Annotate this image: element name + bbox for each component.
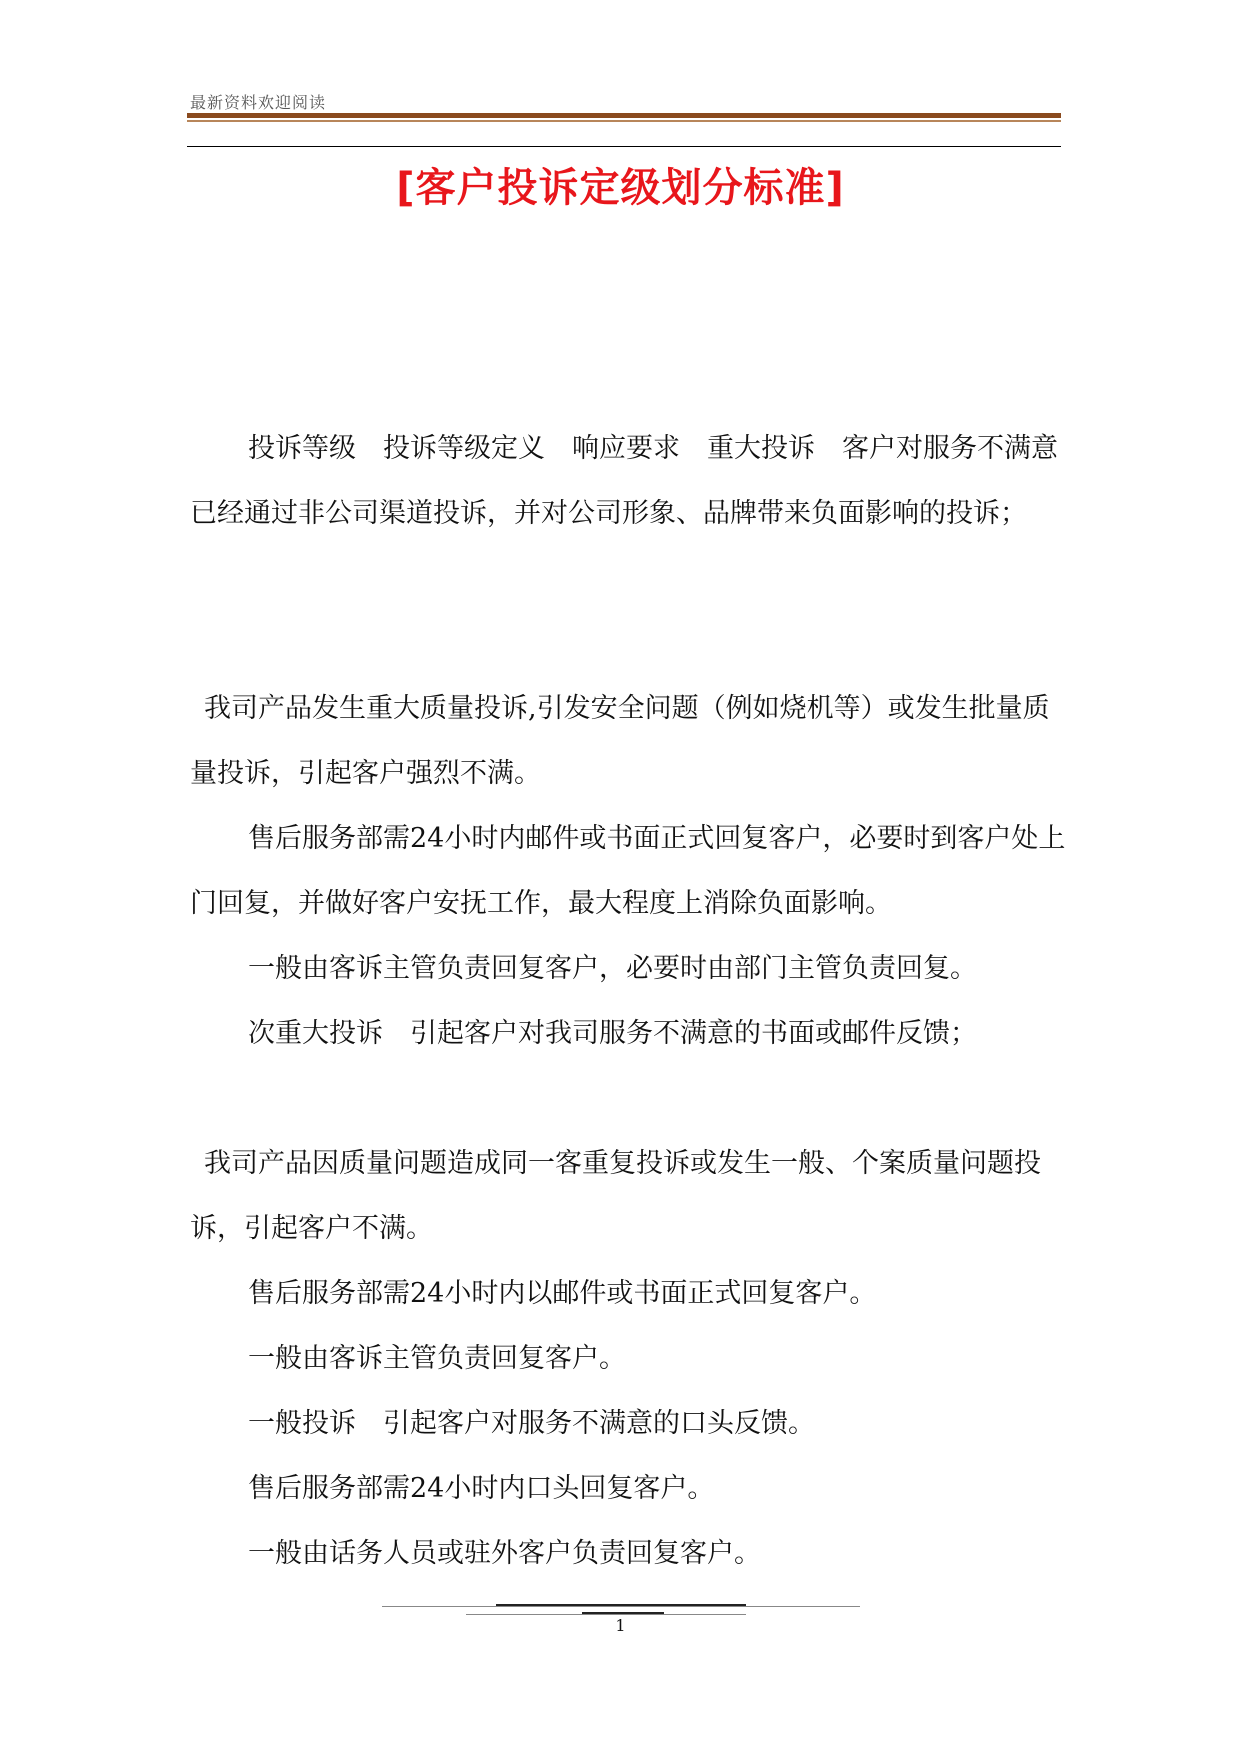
footer-rule-inner xyxy=(466,1614,746,1615)
paragraph-major-response: 售后服务部需24小时内邮件或书面正式回复客户，必要时到客户处上门回复，并做好客户安抚工作，最大程度上消除负面影响。 xyxy=(190,823,1066,919)
footer-rule-outer xyxy=(382,1606,860,1607)
paragraph-general-response: 售后服务部需24小时内口头回复客户。 xyxy=(248,1473,715,1504)
paragraph-secondary-owner: 一般由客诉主管负责回复客户。 xyxy=(248,1343,626,1374)
paragraph-major-quality: 我司产品发生重大质量投诉,引发安全问题（例如烧机等）或发生批量质量投诉，引起客户强烈不满。 xyxy=(190,693,1050,789)
paragraph-secondary-definition: 次重大投诉 引起客户对我司服务不满意的书面或邮件反馈； xyxy=(248,1018,977,1049)
paragraph-secondary-response: 售后服务部需24小时内以邮件或书面正式回复客户。 xyxy=(248,1278,877,1309)
page-number: 1 xyxy=(615,1616,626,1635)
paragraph-secondary-quality: 我司产品因质量问题造成同一客重复投诉或发生一般、个案质量问题投诉，引起客户不满。 xyxy=(190,1148,1041,1244)
title-rule xyxy=(187,146,1061,147)
paragraph-general-definition: 一般投诉 引起客户对服务不满意的口头反馈。 xyxy=(248,1408,815,1439)
paragraph-major-owner: 一般由客诉主管负责回复客户，必要时由部门主管负责回复。 xyxy=(248,953,977,984)
header-text: 最新资料欢迎阅读 xyxy=(190,93,327,112)
header-rule-thin xyxy=(187,120,1061,122)
document-title: [客户投诉定级划分标准] xyxy=(396,165,845,211)
paragraph-complaint-levels: 投诉等级 投诉等级定义 响应要求 重大投诉 客户对服务不满意已经通过非公司渠道投诉，并对公司形象、品牌带来负面影响的投诉； xyxy=(190,433,1058,529)
header-rule-thick xyxy=(187,113,1061,118)
paragraph-general-owner: 一般由话务人员或驻外客户负责回复客户。 xyxy=(248,1538,761,1569)
footer-rule-upper xyxy=(496,1604,746,1606)
